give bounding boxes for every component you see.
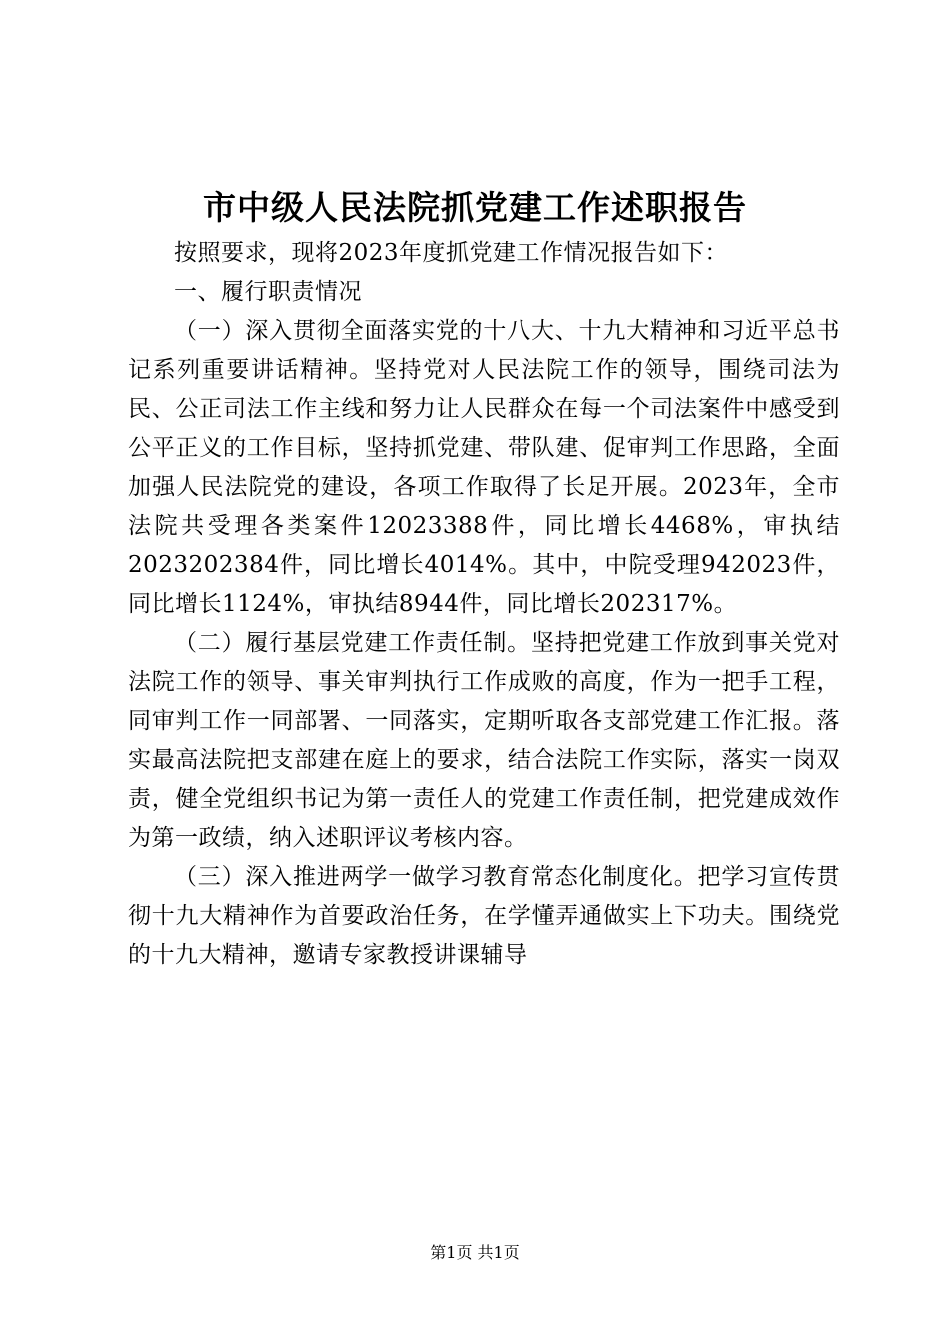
document-title: 市中级人民法院抓党建工作述职报告: [203, 188, 747, 227]
section-heading: 一、履行职责情况: [174, 279, 362, 305]
intro-paragraph: 按照要求，现将2023年度抓党建工作情况报告如下：: [174, 240, 729, 266]
body-paragraph: （二）履行基层党建工作责任制。坚持把党建工作放到事关党对法院工作的领导、事关审判执行工作成败的高度，作为一把手工程，同审判工作一同部署、一同落实，定期听取各支部党建工作汇报。落实最高法院把支部建在庭上的要求，结合法院工作实际，落实一岗双责，健全党组织书记为第一责任人的党建工作责任制，把党建成效作为第一政绩，纳入述职评议考核内容。: [128, 630, 840, 851]
page-footer: 第1页 共1页: [430, 1243, 520, 1262]
body-paragraph: （一）深入贯彻全面落实党的十八大、十九大精神和习近平总书记系列重要讲话精神。坚持党对人民法院工作的领导，围绕司法为民、公正司法工作主线和努力让人民群众在每一个司法案件中感受到公平正义的工作目标，坚持抓党建、带队建、促审判工作思路，全面加强人民法院党的建设，各项工作取得了长足开展。2023年，全市法院共受理各类案件12023388件，同比增长4468%，审执结2023202384件，同比增长4014%。其中，中院受理942023件，同比增长1124%，审执结8944件，同比增长202317%。: [128, 318, 840, 617]
body-paragraph: （三）深入推进两学一做学习教育常态化制度化。把学习宣传贯彻十九大精神作为首要政治任务，在学懂弄通做实上下功夫。围绕党的十九大精神，邀请专家教授讲课辅导: [128, 864, 840, 968]
document-body: [128, 234, 840, 975]
